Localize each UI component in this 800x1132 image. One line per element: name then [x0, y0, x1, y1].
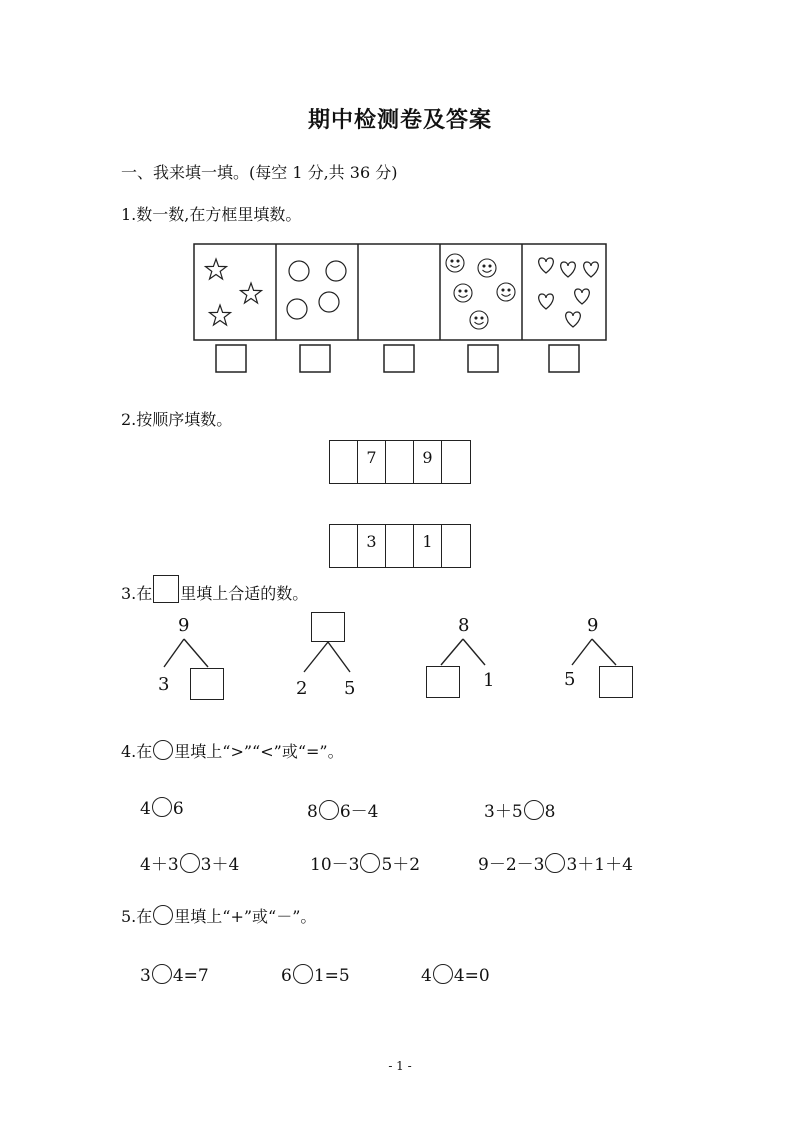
q2-cell[interactable]: [386, 441, 414, 483]
circle-icon: [153, 740, 173, 760]
answer-circle[interactable]: [545, 853, 565, 873]
expr-left: 4: [140, 799, 151, 819]
heart-icon: [561, 262, 576, 277]
q5-prompt: [121, 904, 316, 927]
q2-cell: 1: [414, 525, 442, 567]
smiley-icon: [446, 254, 464, 272]
q1-answer-box: [549, 345, 579, 372]
q1-answer-box: [216, 345, 246, 372]
heart-icon: [539, 258, 554, 273]
q1-hearts-group: [539, 258, 599, 327]
q4-item-4: [140, 850, 239, 875]
smiley-icon: [478, 259, 496, 277]
q4-item-6: [478, 850, 633, 875]
q2-cell: 3: [358, 525, 386, 567]
q1-answer-box: [468, 345, 498, 372]
heart-icon: [539, 294, 554, 309]
q4-prompt-before: 4.在: [121, 742, 153, 761]
smiley-icon: [454, 284, 472, 302]
q1-circles-group: [287, 261, 346, 319]
q2-cell[interactable]: [442, 441, 470, 483]
expr-right: 3＋4: [200, 855, 240, 875]
q4-prompt: [121, 739, 344, 762]
q3-prompt: [121, 575, 308, 604]
q4-item-1: [140, 797, 184, 819]
q3-tree-3: [425, 615, 515, 705]
q5-item-1: [140, 964, 209, 986]
answer-circle[interactable]: [152, 964, 172, 984]
expr-left: 8: [307, 802, 318, 822]
q1-counting-figure: [193, 243, 607, 375]
star-icon: [210, 305, 231, 325]
q2-cell[interactable]: [330, 441, 358, 483]
q1-prompt: 1.数一数,在方框里填数。: [121, 205, 302, 224]
q2-sequence-row-1: [329, 440, 471, 484]
q5-item-2: [281, 964, 350, 986]
q2-cell[interactable]: [330, 525, 358, 567]
q5-prompt-after: 里填上“+”或“－”。: [174, 907, 317, 926]
circle-icon: [289, 261, 309, 281]
expr-left: 4＋3: [140, 855, 179, 875]
answer-circle[interactable]: [433, 964, 453, 984]
tree-top-number: 8: [458, 615, 470, 636]
expr-left: 4: [421, 966, 432, 986]
expr-right: 4=0: [453, 966, 490, 986]
tree-left-number: 5: [564, 669, 576, 690]
heart-icon: [575, 289, 590, 304]
q3-tree-4: [560, 615, 650, 705]
q1-answer-box: [384, 345, 414, 372]
answer-circle[interactable]: [152, 797, 172, 817]
q2-prompt: 2.按顺序填数。: [121, 410, 233, 429]
circle-icon: [326, 261, 346, 281]
q2-cell[interactable]: [442, 525, 470, 567]
heart-icon: [566, 312, 581, 327]
q4-item-2: [307, 797, 378, 822]
answer-circle[interactable]: [180, 853, 200, 873]
q1-answer-box: [300, 345, 330, 372]
answer-circle[interactable]: [524, 800, 544, 820]
q1-smileys-group: [446, 254, 515, 329]
star-icon: [241, 283, 262, 303]
q4-item-3: [484, 797, 555, 822]
tree-top-number: 9: [587, 615, 599, 636]
circle-icon: [319, 292, 339, 312]
page-number: - 1 -: [388, 1059, 412, 1073]
answer-circle[interactable]: [360, 853, 380, 873]
section-header: 一、我来填一填。(每空 1 分,共 36 分): [121, 163, 398, 182]
q2-cell: 9: [414, 441, 442, 483]
tree-answer-box[interactable]: [190, 668, 224, 700]
tree-answer-box[interactable]: [426, 666, 460, 698]
answer-circle[interactable]: [293, 964, 313, 984]
q3-tree-1: [150, 615, 240, 705]
q4-prompt-after: 里填上“>”“<”或“=”。: [174, 742, 344, 761]
answer-circle[interactable]: [319, 800, 339, 820]
heart-icon: [584, 262, 599, 277]
tree-right-number: 1: [483, 670, 495, 691]
smiley-icon: [470, 311, 488, 329]
circle-icon: [287, 299, 307, 319]
q2-cell: 7: [358, 441, 386, 483]
q2-sequence-row-2: [329, 524, 471, 568]
expr-left: 6: [281, 966, 292, 986]
circle-icon: [153, 905, 173, 925]
expr-left: 3: [140, 966, 151, 986]
q5-item-3: [421, 964, 490, 986]
q2-cell[interactable]: [386, 525, 414, 567]
expr-right: 6－4: [339, 802, 379, 822]
smiley-icon: [497, 283, 515, 301]
q4-item-5: [310, 850, 420, 875]
q1-stars-group: [206, 259, 262, 325]
expr-right: 3＋1＋4: [566, 855, 633, 875]
q3-prompt-before: 3.在: [121, 584, 153, 603]
tree-right-number: 5: [344, 678, 356, 699]
square-icon: [153, 575, 179, 603]
q5-prompt-before: 5.在: [121, 907, 153, 926]
expr-right: 8: [544, 802, 556, 822]
tree-top-number: 9: [178, 615, 190, 636]
expr-right: 4=7: [172, 966, 209, 986]
expr-right: 5＋2: [381, 855, 421, 875]
q3-tree-2: [290, 610, 380, 705]
tree-left-number: 2: [296, 678, 308, 699]
page-title: 期中检测卷及答案: [307, 108, 492, 133]
expr-right: 1=5: [313, 966, 350, 986]
expr-left: 9－2－3: [478, 855, 545, 875]
tree-left-number: 3: [158, 674, 170, 695]
q3-prompt-after: 里填上合适的数。: [180, 584, 309, 603]
expr-right: 6: [172, 799, 184, 819]
expr-left: 10－3: [310, 855, 360, 875]
tree-answer-box[interactable]: [599, 666, 633, 698]
star-icon: [206, 259, 227, 279]
expr-left: 3＋5: [484, 802, 523, 822]
